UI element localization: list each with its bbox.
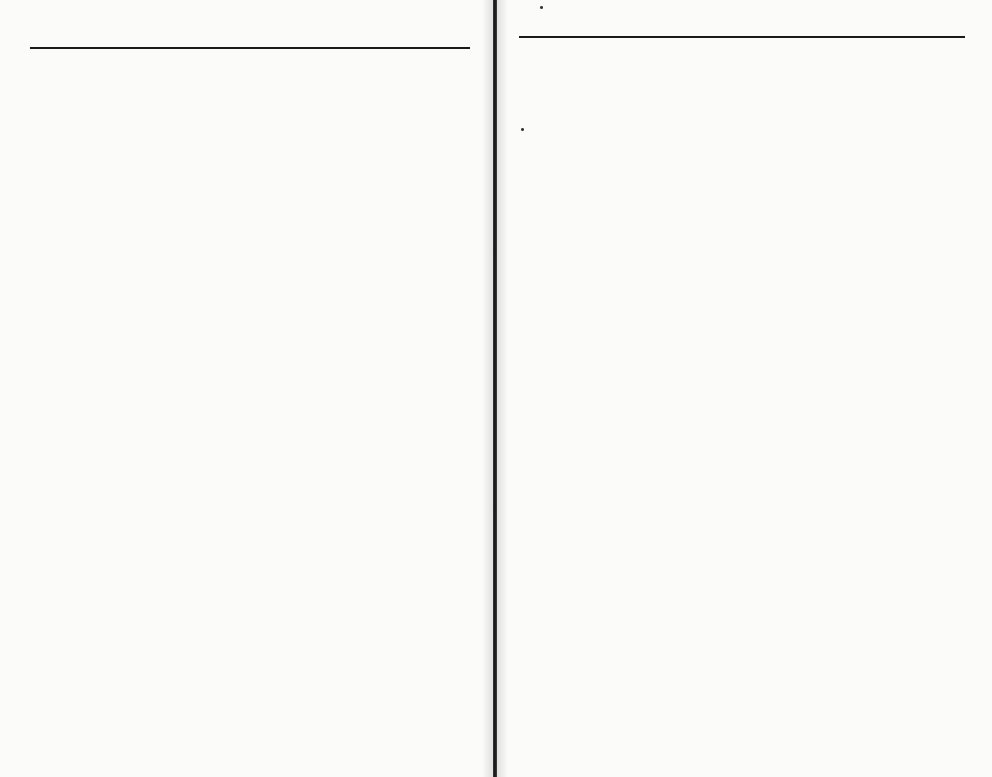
left-header-rule: [30, 47, 470, 49]
scan-speck: [521, 128, 524, 131]
right-page: [497, 0, 992, 777]
right-header-rule: [519, 36, 965, 38]
scan-speck: [540, 6, 543, 9]
left-body-text: [32, 60, 472, 64]
left-page: [0, 0, 493, 777]
right-body-text: [524, 48, 960, 56]
